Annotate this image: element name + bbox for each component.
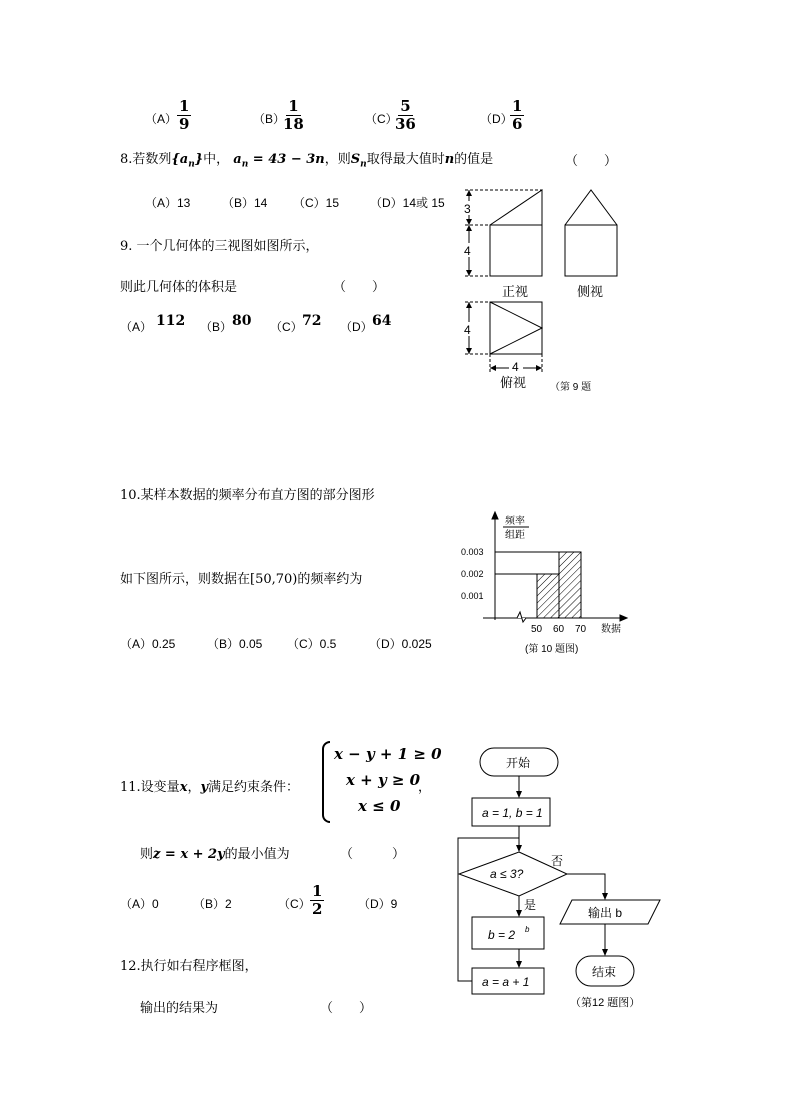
q11-option-b: （B）2	[193, 897, 232, 911]
q7-options	[145, 98, 565, 138]
q9-line2: 则此几何体的体积是	[120, 280, 238, 295]
q7-option-c-value: $\frac{5}{36}$	[395, 97, 416, 133]
q10-line1: 10.某样本数据的频率分布直方图的部分图形	[120, 488, 375, 503]
label-side-view: 侧视	[577, 284, 604, 299]
flow-assign-b-exponent: b	[525, 925, 530, 934]
q11-comma: ，	[418, 780, 432, 795]
q8-sum: $S_n$	[350, 152, 367, 170]
q11-var-x: x	[179, 780, 188, 795]
histogram-bar	[537, 574, 559, 618]
q9-option-c-value: 72	[302, 313, 322, 329]
q9-line1: 9. 一个几何体的三视图如图所示，	[120, 239, 319, 254]
label-front-view: 正视	[502, 284, 529, 299]
q9-option-a-value: 112	[156, 313, 186, 329]
q9-options	[120, 313, 400, 335]
q7-option-b-label: （B）	[253, 112, 286, 126]
side-view-roof	[565, 190, 617, 225]
q9-option-b-value: 80	[232, 313, 252, 329]
q7-option-b-value: $\frac{1}{18}$	[283, 97, 304, 133]
dim-4-top: 4	[464, 323, 471, 337]
q7-option-a-label: （A）	[145, 112, 178, 126]
q11-objective: z = x + 2y	[153, 847, 225, 862]
q10-line2: 如下图所示，则数据在[50,70)的频率约为	[120, 572, 363, 587]
q11-constraint-brace	[322, 741, 330, 823]
y-tick-label: 0.003	[461, 547, 484, 557]
q11-constraint-3: x ≤ 0	[358, 797, 401, 815]
q11-option-c-value: $\frac{1}{2}$	[312, 882, 323, 918]
flow-no-label: 否	[551, 854, 564, 868]
q8-seq: $\{a_n\}$	[171, 152, 204, 170]
top-view-lines	[490, 302, 542, 354]
q8-formula: $a_n = 43 - 3n$	[233, 152, 325, 170]
dim-4-front: 4	[464, 244, 471, 258]
q8-option-a: （A）13	[145, 196, 191, 210]
q11-option-c-label: （C）	[278, 897, 311, 911]
figure-9-caption: （第 9 题	[550, 382, 592, 393]
q11-answer-paren: （ ）	[340, 847, 406, 862]
q10-histogram	[455, 508, 635, 658]
q11-constraint-2: x + y ≥ 0	[346, 771, 421, 789]
q11-line2: 则z = x + 2y的最小值为	[140, 847, 290, 862]
q12-flowchart	[450, 740, 670, 1012]
q8-option-b: （B）14	[222, 196, 268, 210]
flow-loop-back	[458, 838, 519, 981]
q11-var-y: y	[200, 780, 209, 795]
front-view-rect	[490, 225, 542, 276]
q8-answer-paren: （ ）	[565, 154, 618, 169]
y-tick-label: 0.002	[461, 569, 484, 579]
q7-option-c-label: （C）	[365, 112, 398, 126]
x-tick-label: 70	[575, 624, 587, 635]
q11-constraint-1: x − y + 1 ≥ 0	[334, 745, 442, 763]
flow-init-label: a = 1, b = 1	[482, 806, 543, 820]
q10-option-d: （D）0.025	[369, 637, 432, 651]
y-axis-arrow	[492, 512, 498, 519]
q11-option-d: （D）9	[358, 897, 398, 911]
flow-no-branch	[567, 874, 605, 898]
q11-option-a: （A）0	[120, 897, 159, 911]
flow-condition-label: a ≤ 3?	[490, 867, 524, 881]
axis-break	[517, 612, 526, 622]
q10-option-a: （A）0.25	[120, 637, 176, 651]
flow-output-label: 输出 b	[588, 906, 623, 920]
q12-answer-paren: （ ）	[320, 1001, 373, 1016]
q12-line2: 输出的结果为	[140, 1001, 219, 1016]
q11-stem: 11.设变量x，y满足约束条件：	[120, 780, 300, 795]
figure-10-caption: (第 10 题图)	[525, 644, 579, 655]
dim-3: 3	[464, 202, 471, 216]
flow-assign-a-label: a = a + 1	[482, 975, 530, 989]
x-tick-label: 50	[531, 624, 543, 635]
q7-option-d-label: （D）	[480, 112, 513, 126]
flow-yes-label: 是	[524, 898, 537, 912]
q8-n: n	[444, 152, 455, 167]
flow-start-label: 开始	[506, 756, 531, 770]
q9-three-view-figure	[455, 182, 635, 397]
q7-option-d-value: $\frac{1}{6}$	[512, 97, 523, 133]
ylabel-bottom: 组距	[505, 530, 525, 541]
front-view-top	[490, 190, 542, 225]
q9-answer-paren: （ ）	[333, 280, 386, 295]
figure-12-caption: （第12 题图）	[570, 997, 641, 1009]
q9-option-b-label: （B）	[200, 320, 233, 334]
dim-4-width: 4	[512, 360, 519, 374]
q9-option-c-label: （C）	[270, 320, 303, 334]
top-view-rect	[490, 302, 542, 354]
histogram-bar	[559, 552, 581, 618]
ylabel-top: 频率	[505, 516, 525, 527]
q7-option-a-value: $\frac{1}{9}$	[179, 97, 190, 133]
q8-stem: 8.若数列$\{a_n\}$中， $a_n = 43 - 3n$，则$S_n$取得最大值时n的值是	[120, 152, 494, 170]
flow-assign-b-label: b = 2	[488, 928, 516, 942]
flow-end-label: 结束	[592, 965, 617, 979]
q8-option-d: （D）14或 15	[370, 196, 445, 210]
q8-option-c: （C）15	[293, 196, 340, 210]
q10-option-c: （C）0.5	[287, 637, 337, 651]
q12-line1: 12.执行如右程序框图，	[120, 959, 258, 974]
q9-option-d-label: （D）	[340, 320, 373, 334]
q10-option-b: （B）0.05	[207, 637, 263, 651]
label-top-view: 俯视	[500, 375, 527, 390]
q9-option-a-label: （A）	[120, 320, 153, 334]
x-axis-arrow	[620, 615, 627, 621]
y-tick-label: 0.001	[461, 591, 484, 601]
side-view-rect	[565, 225, 617, 276]
q9-option-d-value: 64	[372, 313, 392, 329]
x-tick-label: 60	[553, 624, 565, 635]
xlabel: 数据	[601, 624, 621, 635]
